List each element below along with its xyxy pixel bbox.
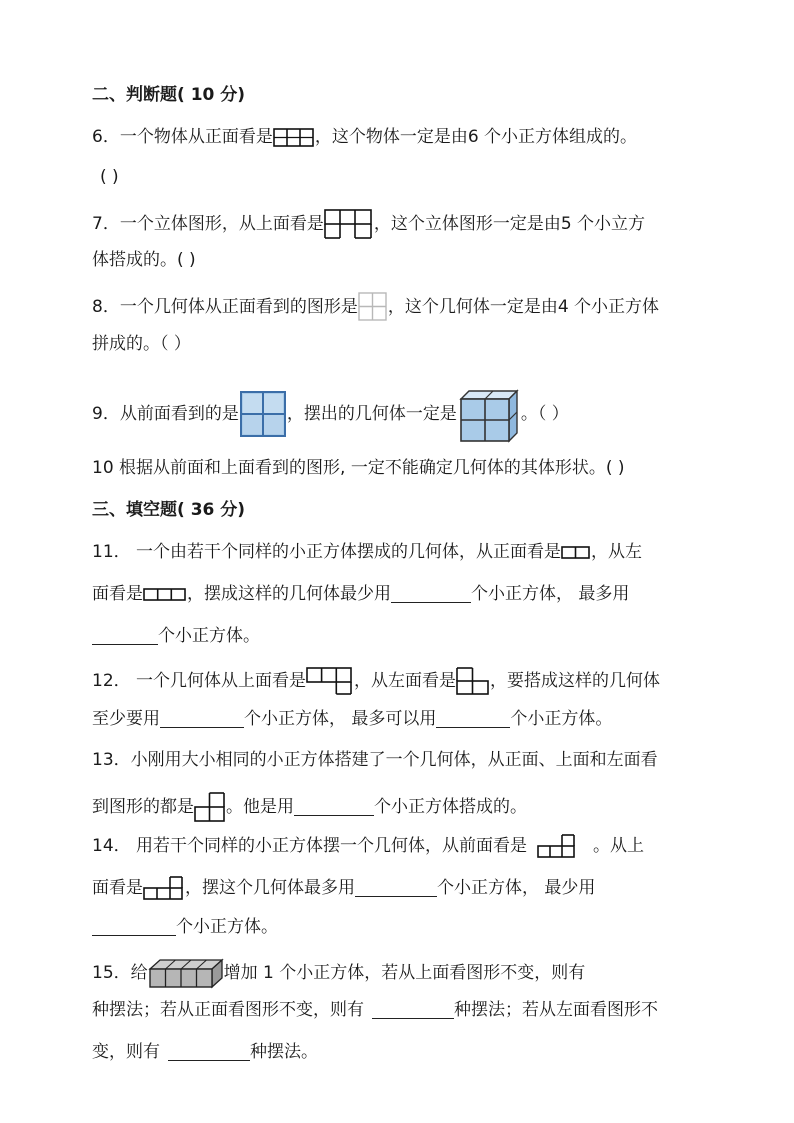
question-6: 6．一个物体从正面看是 ，这个物体一定是由6 个小正方体组成的。 xyxy=(92,127,638,147)
section-heading-judgement: 二、判断题( 10 分) xyxy=(92,85,246,105)
question-11-line3: 个小正方体。 xyxy=(92,625,260,647)
question-12: 12． 一个几何体从上面看是 ，从左面看是 ，要搭成这样的几何体 xyxy=(92,666,660,696)
answer-blank[interactable] xyxy=(160,711,244,728)
figure-t-shape-top-view xyxy=(324,208,374,240)
question-13: 13．小刚用大小相同的小正方体搭建了一个几何体，从正面、上面和左面看 xyxy=(92,750,658,770)
question-15: 15．给 增加 1 个小正方体，若从上面看图形不变，则有 xyxy=(92,957,585,989)
question-7: 7．一个立体图形，从上面看是 ，这个立体图形一定是由5 个小立方 xyxy=(92,208,645,240)
question-10: 10 根据从前面和上面看到的图形, 一定不能确定几何体的其体形状。( ) xyxy=(92,458,625,478)
figure-cube-stack-3d xyxy=(457,385,521,443)
answer-blank[interactable] xyxy=(294,799,374,816)
figure-two-by-two-grid-light xyxy=(358,292,388,322)
figure-front-view-steps xyxy=(537,833,577,859)
question-14-line2: 面看是 ，摆这个几何体最多用 个小正方体， 最少用 xyxy=(92,875,595,901)
figure-front-view-blue-grid xyxy=(239,390,287,438)
question-6-answer-paren: ( ) xyxy=(100,167,119,187)
figure-four-cube-row-3d xyxy=(148,957,224,989)
answer-blank[interactable] xyxy=(436,711,510,728)
question-11: 11． 一个由若干个同样的小正方体摆成的几何体，从正面看是 ，从左 xyxy=(92,542,643,562)
question-14: 14． 用若干个同样的小正方体摆一个几何体，从前面看是 。从上 xyxy=(92,833,644,859)
figure-l-shape-left-view xyxy=(456,666,490,696)
answer-blank[interactable] xyxy=(92,919,176,936)
answer-blank[interactable] xyxy=(92,628,158,645)
question-9: 9．从前面看到的是 ，摆出的几何体一定是 。（ ） xyxy=(92,385,569,443)
question-8-continued: 拼成的。（ ） xyxy=(92,334,191,354)
figure-l-shape-views xyxy=(194,791,226,823)
question-13-line2: 到图形的都是 。他是用 个小正方体搭成的。 xyxy=(92,791,527,823)
answer-blank[interactable] xyxy=(391,586,471,603)
question-11-line2: 面看是 ，摆成这样的几何体最少用 个小正方体， 最多用 xyxy=(92,584,630,604)
answer-blank[interactable] xyxy=(372,1002,454,1019)
figure-l-shape-top-view xyxy=(306,666,354,696)
figure-three-squares-row xyxy=(273,126,315,148)
question-15-line2: 种摆法；若从正面看图形不变，则有 种摆法；若从左面看图形不 xyxy=(92,1000,658,1020)
section-heading-fill-in: 三、填空题( 36 分) xyxy=(92,500,246,520)
question-8: 8．一个几何体从正面看到的图形是 ，这个几何体一定是由4 个小正方体 xyxy=(92,292,659,322)
question-12-line2: 至少要用 个小正方体， 最多可以用 个小正方体。 xyxy=(92,709,613,729)
question-7-continued: 体搭成的。( ) xyxy=(92,250,196,270)
question-15-line3: 变，则有 种摆法。 xyxy=(92,1042,318,1062)
answer-blank[interactable] xyxy=(355,880,437,897)
figure-two-squares-row xyxy=(561,544,591,560)
figure-top-view-steps xyxy=(143,875,185,901)
answer-blank[interactable] xyxy=(168,1044,250,1061)
figure-three-squares-small xyxy=(143,586,187,602)
question-14-line3: 个小正方体。 xyxy=(92,916,278,938)
